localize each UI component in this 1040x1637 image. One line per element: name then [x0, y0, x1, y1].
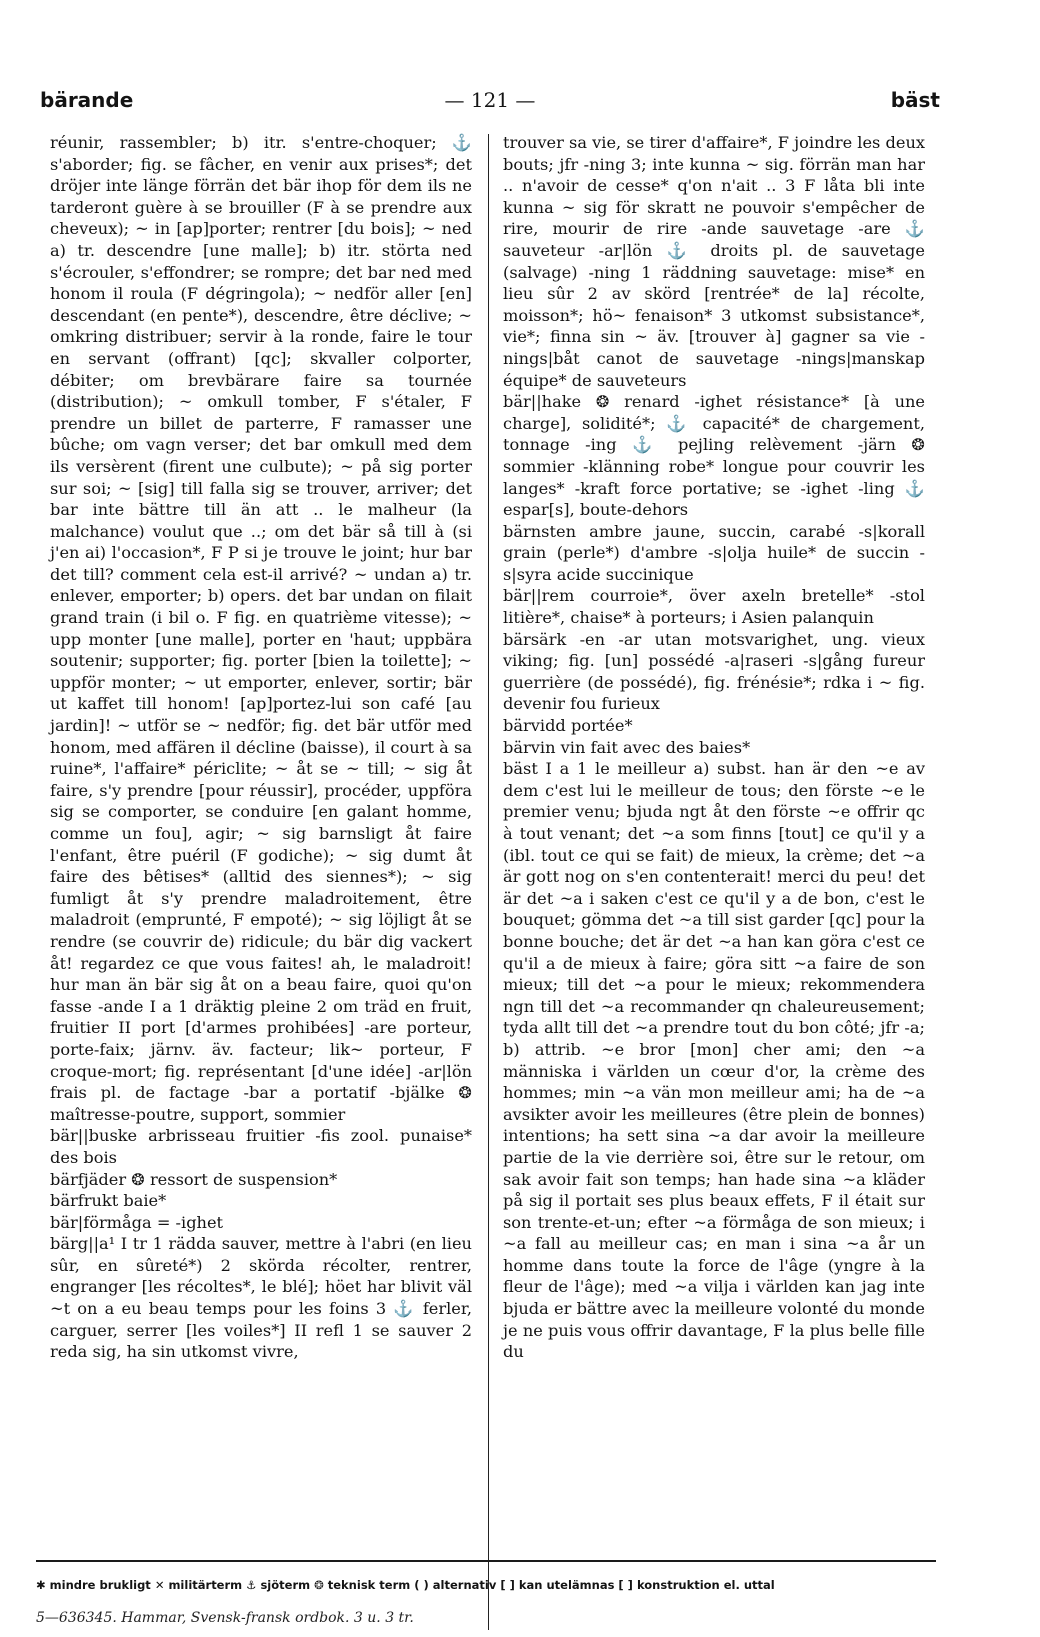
entry-barsark: bärsärk -en -ar utan motsvarighet, ung. vieux viking; fig. [un] possédé -a|raseri -s|gång fureur guerrière (de possédé), fig. frénésie*; rdka i ~ fig. devenir fou furieux: [503, 629, 925, 714]
entry-barhake: bär||hake ❂ renard -ighet résistance* [à une charge], solidité*; ⚓ capacité* de chargement, tonnage -ing ⚓ pejling relèvement -järn ❂ sommier -klänning robe* longue pour couvrir les langes* -kraft force portative; se -ighet -ling ⚓ espar[s], boute-dehors: [503, 392, 925, 520]
page-header: [40, 88, 940, 122]
footer-rule: [36, 1560, 936, 1562]
entry-barrem: bär||rem courroie*, över axeln bretelle* -stol litière*, chaise* à porteurs; i Asien palanquin: [503, 586, 925, 628]
right-column: [503, 132, 925, 1363]
left-column: [50, 132, 472, 1363]
symbol-legend: ✱ mindre brukligt ✕ militärterm ⚓ sjöterm ❂ teknisk term ( ) alternativ [ ] kan utelämnas [ ] konstruktion el. uttal: [36, 1578, 775, 1592]
entry-barfjader: bärfjäder ❂ ressort de suspension*: [50, 1169, 338, 1189]
entry-barnsten: bärnsten ambre jaune, succin, carabé -s|korall grain (perle*) d'ambre -s|olja huile* de succin -s|syra acide succinique: [503, 521, 925, 584]
headword-right: bäst: [890, 88, 940, 112]
entry-barvidd: bärvidd portée*: [503, 716, 633, 736]
headword-left: bärande: [40, 88, 134, 112]
entry-barga-continued: trouver sa vie, se tirer d'affaire*, F joindre les deux bouts; jfr -ning 3; inte kunna ~ sig. förrän man har .. n'avoir de cesse* q'on n'ait .. 3 F låta bli inte kunna ~ sig för skratt ne pouvoir s'empêcher de rire, mourir de rire -ande sauvetage -are ⚓ sauveteur -ar|lön ⚓ droits pl. de sauvetage (salvage) -ning 1 räddning sauvetage: mise* en lieu sûr 2 av skörd [rentrée* de la] récolte, moisson*; hö~ fenaison* 3 utkomst subsistance*, vie*; finna sin ~ äv. [trouver à] gagner sa vie -nings|båt canot de sauvetage -nings|manskap équipe* de sauveteurs: [503, 133, 926, 390]
page-number: — 121 —: [444, 88, 536, 112]
entry-barbuske: bär||buske arbrisseau fruitier -fis zool. punaise* des bois: [50, 1126, 472, 1167]
column-divider: [488, 134, 489, 1630]
entry-barfrukt: bärfrukt baie*: [50, 1191, 167, 1211]
entry-barvin: bärvin vin fait avec des baies*: [503, 737, 751, 757]
imprint-line: 5—636345. Hammar, Svensk-fransk ordbok. 3 u. 3 tr.: [36, 1610, 414, 1626]
entry-bast: bäst I a 1 le meilleur a) subst. han är den ~e av dem c'est lui le meilleur de tous; den förste ~e le premier venu; bjuda ngt åt den förste ~e offrir qc à tout venant; det ~a som finns [tout] ce qu'il y a (ibl. tout ce qui se fait) de mieux, la crème; det ~a är gott nog on s'en contenterait! merci du peu! det är det ~a i saken c'est ce qu'il y a de bon, c'est le bouquet; gömma det ~a till sist garder [qc] pour la bonne bouche; det är det ~a han kan göra c'est ce qu'il a de mieux à faire; göra sitt ~a faire de son mieux; till det ~a pour le mieux; rekommendera ngn till det ~a recommander qn chaleureusement; tyda allt till det ~a prendre tout du bon côté; jfr -a; b) attrib. ~e bror [mon] cher ami; den ~a människa i världen un cœur d'or, la crème des hommes; min ~a vän mon meilleur ami; ha de ~a avsikter avoir les meilleures (être plein de bonnes) intentions; ha sett sina ~a dar avoir la meilleure partie de la vie derrière soi, être sur le retour, om sak avoir fait son temps; han hade sina ~a kläder på sig il portait ses plus beaux effets, F il était sur son trente-et-un; efter ~a förmåga de son mieux; i ~a fall au meilleur cas; en man i sina ~a år un homme dans toute la force de l'âge (yngre à la fleur de l'âge); med ~a vilja i världen kan jag inte bjuda er bättre avec la meilleure volonté du monde je ne puis vous offrir davantage, F la plus belle fille du: [503, 759, 925, 1362]
entry-barformaga: bär|förmåga = -ighet: [50, 1212, 224, 1232]
entry-barga: bärg||a¹ I tr 1 rädda sauver, mettre à l'abri (en lieu sûr, en sûreté*) 2 skörda récolter, rentrer, engranger [les récoltes*, le blé]; höet har blivit väl ~t on a eu beau temps pour les foins 3 ⚓ ferler, carguer, serrer [les voiles*] II refl 1 se sauver 2 reda sig, ha sin utkomst vivre,: [50, 1234, 472, 1362]
entry-barande-continued: réunir, rassembler; b) itr. s'entre-choquer; ⚓ s'aborder; fig. se fâcher, en venir aux prises*; det dröjer inte länge förrän det bär ihop för dem ils ne tarderont guère à se brouiller (F à se prendre aux cheveux); ~ in [ap]porter; rentrer [du bois]; ~ ned a) tr. descendre [une malle]; b) itr. störta ned s'écrouler, s'effondrer; se rompre; det bar ned med honom il roula (F dégringola); ~ nedför aller [en] descendant (en pente*), descendre, être déclive; ~ omkring distribuer; servir à la ronde, faire le tour en servant (offrant) [qc]; skvaller colporter, débiter; om brevbärare faire sa tournée (distribution); ~ omkull tomber, F s'étaler, F prendre un billet de parterre, F ramasser une bûche; om vagn verser; det bar omkull med dem ils versèrent (firent une culbute); ~ på sig porter sur soi; ~ [sig] till falla sig se trouver, arriver; det bar inte bättre till än att .. le malheur (la malchance) voulut que ..; om det bär så till à (si j'en ai) l'occasion*, F P si je trouve le joint; hur bar det till? comment cela est-il arrivé? ~ undan a) tr. enlever, emporter; b) opers. det bar undan on filait grand train (i bil o. F fig. en quatrième vitesse); ~ upp monter [une malle], porter en 'haut; uppbära soutenir; supporter; fig. porter [bien la toilette]; ~ uppför monter; ~ ut emporter, enlever, sortir; bär ut kaffet till honom! [ap]portez-lui son café [au jardin]! ~ utför se ~ nedför; fig. det bär utför med honom, med affären il décline (baisse), il court à sa ruine*, l'affaire* périclite; ~ åt se ~ till; ~ sig åt faire, s'y prendre [pour réussir], procéder, uppföra sig se comporter, se conduire [en galant homme, comme un fou], agir; ~ sig barnsligt åt faire l'enfant, être puéril (F godiche); ~ sig dumt åt faire des bêtises* (alltid des siennes*); ~ sig fumligt åt s'y prendre maladroitement, être maladroit (emprunté, F empoté); ~ sig löjligt åt se rendre (se couvrir de) ridicule; du bär dig vackert åt! regardez ce que vous faites! ah, le maladroit! hur man än bär sig åt on a beau faire, quoi qu'on fasse -ande I a 1 dräktig pleine 2 om träd en fruit, fruitier II port [d'armes prohibées] -are porteur, porte-faix; järnv. äv. facteur; lik~ porteur, F croque-mort; fig. représentant [d'une idée] -ar|lön frais pl. de factage -bar a portatif -bjälke ❂ maîtresse-poutre, support, sommier: [50, 133, 472, 1124]
